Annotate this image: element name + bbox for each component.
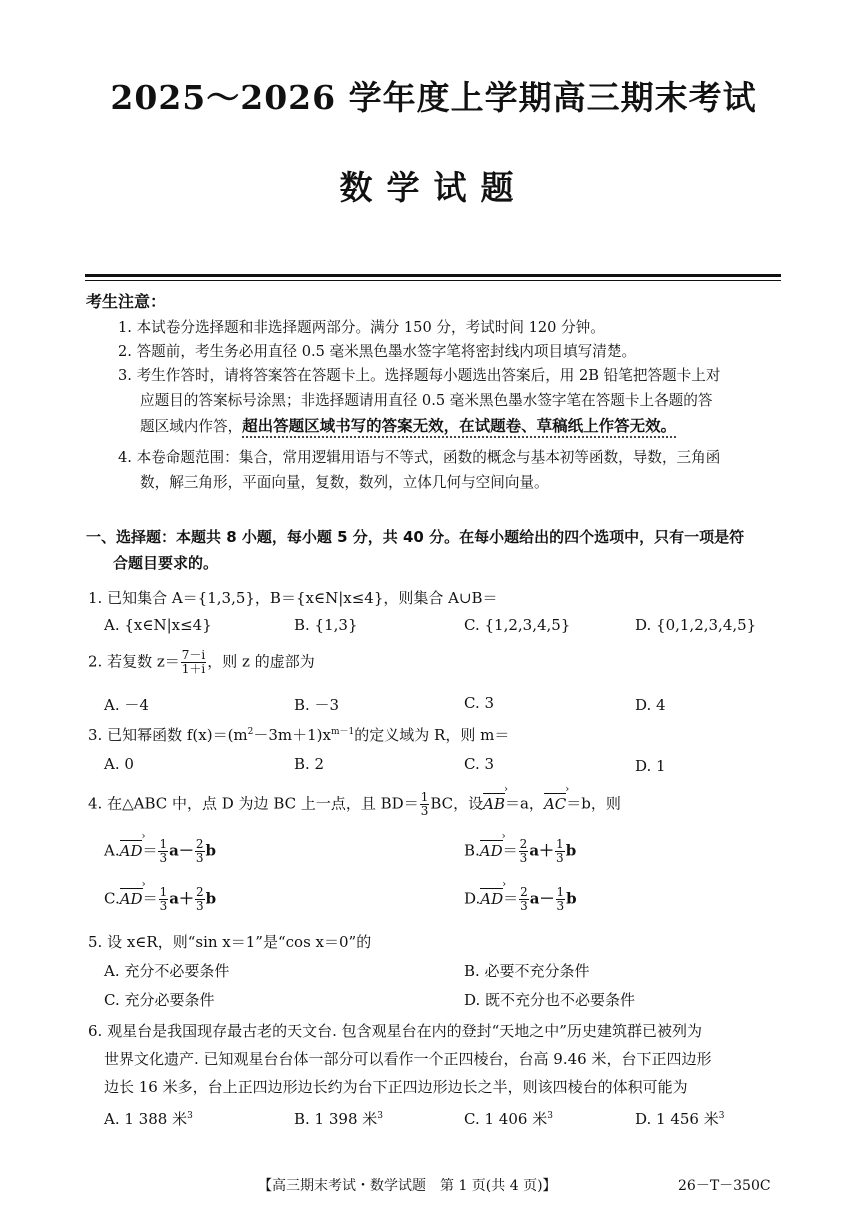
question-6-line3: 边长 16 米多，台上正四边形边长约为台下正四边形边长之半，则该四棱台的体积可能为 [104,1078,688,1096]
q4a-c2n: 2 [195,837,204,851]
q3-option-c: C. 3 [464,755,495,773]
q4d-op1: a－ [529,889,555,908]
q4a-vec: AD › [120,842,143,860]
q3-option-d: D. 1 [635,757,666,775]
q4c-op2: b [205,889,217,908]
q4b-c1n: 2 [519,837,528,851]
note-2: 2. 答题前，考生务必用直径 0.5 毫米黑色墨水签字笔将密封线内项目填写清楚。 [118,343,637,360]
q5-option-a: A. 充分不必要条件 [104,962,230,980]
exam-subject: 数学试题 [339,168,528,207]
q4b-label: B. [464,841,480,860]
q6b-text: B. 1 398 米 [294,1110,378,1128]
q6-option-a [104,1108,193,1129]
q1-option-c: C. {1,2,3,4,5} [464,616,571,634]
q4b-c1d: 3 [519,851,528,865]
q4a-c1n: 1 [159,837,168,851]
note-3-text: 题区域内作答， [140,418,243,435]
q6-option-c [464,1108,553,1129]
q4d-op2: b [566,889,577,908]
q3-post: 的定义域为 R，则 m＝ [354,726,510,744]
divider-thin [85,280,781,281]
q4d-frac2 [556,886,566,913]
q4c-c1n: 1 [159,885,168,899]
question-3 [88,724,509,745]
q4-num: 1 [420,790,429,804]
notes-heading: 考生注意： [86,292,167,311]
section-heading-line1: 一、选择题：本题共 8 小题，每小题 5 分，共 40 分。在每小题给出的四个选项中，只有一项是符 [86,528,745,546]
q6c-text: C. 1 406 米 [464,1110,548,1128]
note-1: 1. 本试卷分选择题和非选择题两部分。满分 150 分，考试时间 120 分钟。 [118,319,605,336]
q4a-c1d: 3 [159,851,168,865]
q4b-frac1 [519,838,529,865]
q6-option-d [635,1108,724,1129]
q2-option-d: D. 4 [635,696,666,714]
q5-option-c: C. 充分必要条件 [104,991,215,1009]
q4c-frac1 [159,886,169,913]
q6c-sup: 3 [547,1111,553,1121]
q2-post: ，则 z 的虚部为 [207,652,315,671]
q4d-label: D. [464,889,481,908]
q1-option-a: A. {x∈N|x≤4} [104,616,212,634]
q4a-frac2 [195,838,205,865]
q4c-c1d: 3 [159,899,168,913]
q1-option-d: D. {0,1,2,3,4,5} [635,616,757,634]
q6a-sup: 3 [187,1111,193,1121]
q6a-text: A. 1 388 米 [104,1110,188,1128]
q4b-c2d: 3 [556,851,564,865]
note-3-line1: 3. 考生作答时，请将答案答在答题卡上。选择题每小题选出答案后，用 2B 铅笔把答题卡上对 [118,367,721,384]
q4-option-c: C.AD ›＝ $\frac{1}{3}$ a＋ $\frac{2}{3}$ b [104,886,216,913]
q2-den: 1＋i [181,662,206,676]
question-4 [88,791,621,818]
q4a-frac1 [158,838,168,865]
q2-option-c: C. 3 [464,694,495,712]
exam-title: 2025～2026 学年度上学期高三期末考试 [110,78,757,117]
q4a-c2d: 3 [195,851,204,865]
note-4-line2: 数，解三角形，平面向量，复数，数列，立体几何与空间向量。 [140,474,549,491]
q4-option-d: D.AD ›＝ $\frac{2}{3}$ a－ $\frac{1}{3}$ b [464,886,577,913]
q4c-c2d: 3 [195,899,204,913]
note-3-line2: 应题目的答案标号涂黑；非选择题请用直径 0.5 毫米黑色墨水签字笔在答题卡上各题的答 [140,392,713,409]
q3-option-b: B. 2 [294,755,325,773]
q6-option-b [294,1108,383,1129]
q6d-sup: 3 [718,1111,725,1121]
q4b-c2n: 1 [556,837,564,851]
question-6-line2: 世界文化遗产. 已知观星台台体一部分可以看作一个正四棱台，台高 9.46 米，台下正四边形 [104,1050,712,1068]
q4a-op2: b [205,841,216,860]
q4b-vec: AD › [480,842,503,860]
q4c-c2n: 2 [195,885,204,899]
question-5: 5. 设 x∈R，则“sin x＝1”是“cos x＝0”的 [88,933,372,951]
q4-post: ＝b，则 [566,794,621,813]
q4-vector-ac: AC › [544,795,566,813]
q4d-frac1 [519,886,529,913]
q4-pre: 4. 在△ABC 中，点 D 为边 BC 上一点，且 BD＝ [88,794,419,813]
q4-fraction [420,791,430,818]
q4b-op2: b [565,841,577,860]
q3-sup1: 2 [247,727,254,737]
q4b-frac2 [555,838,565,865]
q4d-c1d: 3 [520,899,528,913]
q4d-vec: AD › [480,890,503,908]
question-6-line1: 6. 观星台是我国现存最古老的天文台. 包含观星台在内的登封“天地之中”历史建筑群已被列为 [88,1022,702,1040]
q4-option-a: A.AD ›＝ $\frac{1}{3}$ a－ $\frac{2}{3}$ b [104,838,216,865]
q3-sup2: m－1 [331,727,355,737]
section-heading-line2: 合题目要求的。 [113,554,219,572]
q2-pre: 2. 若复数 z＝ [88,652,180,671]
q5-option-b: B. 必要不充分条件 [464,962,590,980]
q4c-label: C. [104,889,120,908]
q2-option-a: A. －4 [104,696,149,714]
page-footer: 【高三期末考试・数学试题 第 1 页(共 4 页)】 [258,1178,557,1194]
q4a-op1: a－ [169,841,194,860]
q4d-c2d: 3 [556,899,565,913]
note-4-line1: 4. 本卷命题范围：集合，常用逻辑用语与不等式，函数的概念与基本初等函数，导数，三角函 [118,449,721,466]
q6d-text: D. 1 456 米 [635,1110,719,1128]
q4c-vec: AD › [120,890,143,908]
q4a-label: A. [104,841,120,860]
question-2 [88,649,315,676]
q4d-c1n: 2 [520,885,528,899]
q4-vector-ab: AB › [483,795,505,813]
q3-pre: 3. 已知幂函数 f(x)＝(m [88,726,248,744]
q2-fraction [181,649,206,676]
q5-option-d: D. 既不充分也不必要条件 [464,991,636,1009]
q4-option-b: B.AD ›＝ $\frac{2}{3}$ a＋ $\frac{1}{3}$ b [464,838,576,865]
q1-option-b: B. {1,3} [294,616,358,634]
q4d-c2n: 1 [556,885,565,899]
q4c-frac2 [195,886,205,913]
q2-num: 7－i [181,648,206,662]
q2-option-b: B. －3 [294,696,340,714]
q6b-sup: 3 [377,1111,384,1121]
q4-mid2: ＝a， [504,794,544,813]
q4b-op1: a＋ [529,841,555,860]
paper-code: 26－T－350C [678,1178,771,1194]
note-3-emphasis: 超出答题区域书写的答案无效，在试题卷、草稿纸上作答无效。 [242,417,677,435]
note-3-line3 [140,414,676,436]
q4c-op1: a＋ [169,889,194,908]
q3-mid: －3m＋1)x [253,726,331,744]
question-1: 1. 已知集合 A＝{1,3,5}，B＝{x∈N|x≤4}，则集合 A∪B＝ [88,589,498,607]
q4-mid: BC，设 [430,794,484,813]
q4-den: 3 [420,804,429,818]
divider-thick [85,274,781,277]
q3-option-a: A. 0 [104,755,134,773]
